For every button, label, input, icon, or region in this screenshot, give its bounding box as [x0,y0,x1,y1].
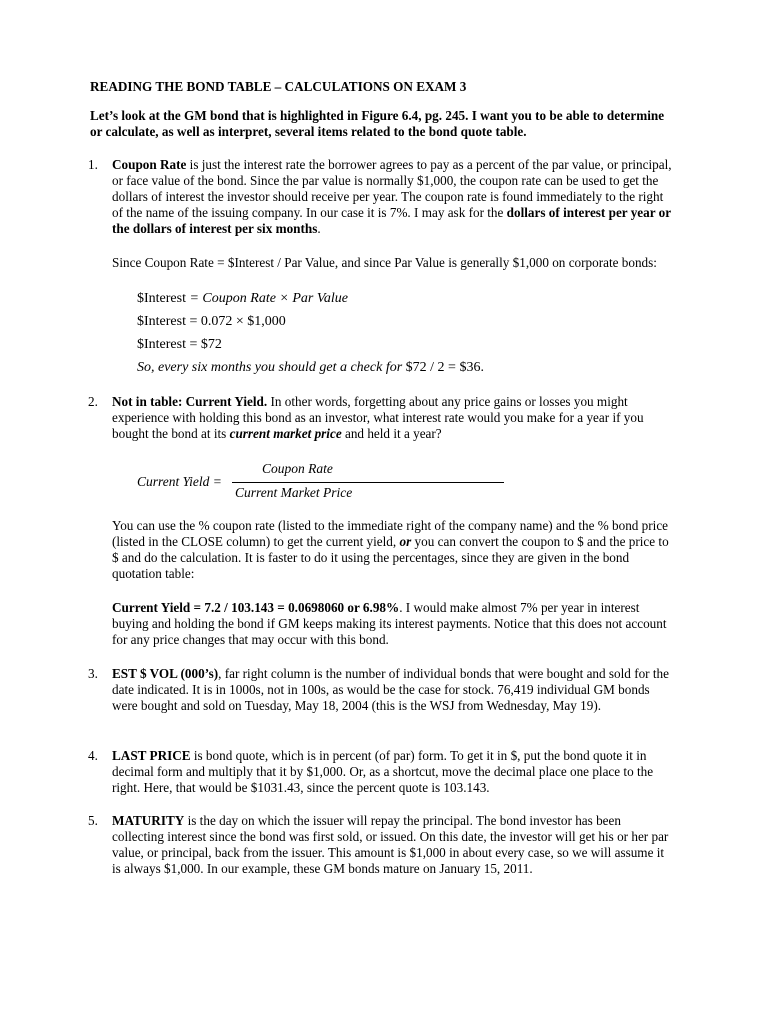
item-number: 4. [88,748,98,763]
item-end: . [317,221,321,236]
item-text: is bond quote, which is in percent (of par) form. To get it in $, put the bond quote it in decimal form and multiply that it by $1,000. Or, as a shortcut, move the decimal place one place to the right. Here, that would be $1031.43, since the percent quote is 103.143. [112,748,654,795]
item-end: and held it a year? [341,426,442,441]
explanation-or: or [399,534,412,549]
item-emphasis: current market price [229,426,342,441]
current-yield-result [112,600,672,648]
fraction-denominator: Current Market Price [235,485,353,500]
item-bold-tail: dollars of interest per year or the dollars of interest per six months [112,205,671,236]
result-text [112,600,672,648]
item-paragraph [112,394,672,442]
eq4-value: $72 / 2 = $36. [405,360,484,375]
item-term: Not in table: Current Yield. [112,394,268,409]
equation-4 [137,356,697,379]
item-text: is the day on which the issuer will repay the principal. The bond investor has been collecting interest since the bond was first sold, or issued. On this date, the investor will get his or her par value, or principal, back from the issuer. This amount is $1,000 in about every case, so we will assume it is always $1,000. In our example, these GM bonds mature on January 15, 2011. [112,813,669,876]
item-text: , far right column is the number of individual bonds that were bought and sold for the date indicated. It is in 1000s, not in 100s, as would be the case for stock. 76,419 individual GM bonds were bought and sold on Tuesday, May 18, 2004 (this is the WSJ from Wednesday, May 19). [112,666,669,713]
eq3-rhs: = $72 [185,337,222,352]
item-term: EST $ VOL (000’s) [112,666,219,681]
item-number: 5. [88,813,98,828]
formula-intro-text: Since Coupon Rate = $Interest / Par Value, and since Par Value is generally $1,000 on corporate bonds: [112,255,657,270]
eq3-lhs: $Interest [137,337,186,352]
fraction-bar [232,482,504,483]
item-paragraph [112,157,672,237]
equation-3 [137,333,697,356]
result-formula: Current Yield = 7.2 / 103.143 = 0.0698060 or 6.98% [112,600,400,615]
eq2-lhs: $Interest [137,314,186,329]
item-term: MATURITY [112,813,185,828]
item-paragraph [112,666,672,714]
item-paragraph [112,748,672,796]
equation-2 [137,310,697,333]
item-number: 1. [88,157,98,172]
item-text: is just the interest rate the borrower agrees to pay as a percent of the par value, or principal, or face value of the bond. Since the par value is normally $1,000, the coupon rate can be used to get the dollars of interest the investor should receive per year. The coupon rate is found immediately to the right of the name of the issuing company. In our case it is 7%. I may ask for the [112,157,672,220]
list-item-est-vol [88,666,672,714]
item-text: In other words, forgetting about any price gains or losses you might experience with holding this bond as an investor, what interest rate would you make for a year if you bought the bond at its [112,394,644,441]
list-item-coupon-rate [88,157,672,237]
eq2-rhs: = 0.072 × $1,000 [185,314,286,329]
equation-block [137,287,697,379]
fraction-numerator: Coupon Rate [262,461,333,476]
intro-paragraph: Let’s look at the GM bond that is highlighted in Figure 6.4, pg. 245. I want you to be able to determine or calculate, as well as interpret, several items related to the bond quote table. [90,108,665,139]
equation-1 [137,287,697,310]
item-term: LAST PRICE [112,748,191,763]
eq1-lhs: $Interest [137,291,186,306]
item-number: 3. [88,666,98,681]
explanation-part-b: you can convert the coupon to $ and the price to $ and do the calculation. It is faster to do it using the percentages, since they are given in the bond quotation table: [112,534,669,581]
current-yield-explanation [112,518,672,582]
page-title: READING THE BOND TABLE – CALCULATIONS ON EXAM 3 [90,79,467,94]
result-explanation: . I would make almost 7% per year in interest buying and holding the bond if GM keeps making its interest payments. Notice that this does not account for any price changes that may occur with this bond. [112,600,667,647]
explanation-text [112,518,672,582]
eq1-rhs: = Coupon Rate × Par Value [185,291,348,306]
explanation-part-a: You can use the % coupon rate (listed to the immediate right of the company name) and the % bond price (listed in the CLOSE column) to get the current yield, [112,518,669,549]
eq4-text: So, every six months you should get a check for [137,360,406,375]
fraction-lhs: Current Yield = [137,474,222,489]
item-number: 2. [88,394,98,409]
list-item-maturity [88,813,672,877]
coupon-rate-formula-intro [112,255,672,271]
list-item-current-yield [88,394,672,442]
item-term: Coupon Rate [112,157,187,172]
item-paragraph [112,813,672,877]
list-item-last-price [88,748,672,796]
